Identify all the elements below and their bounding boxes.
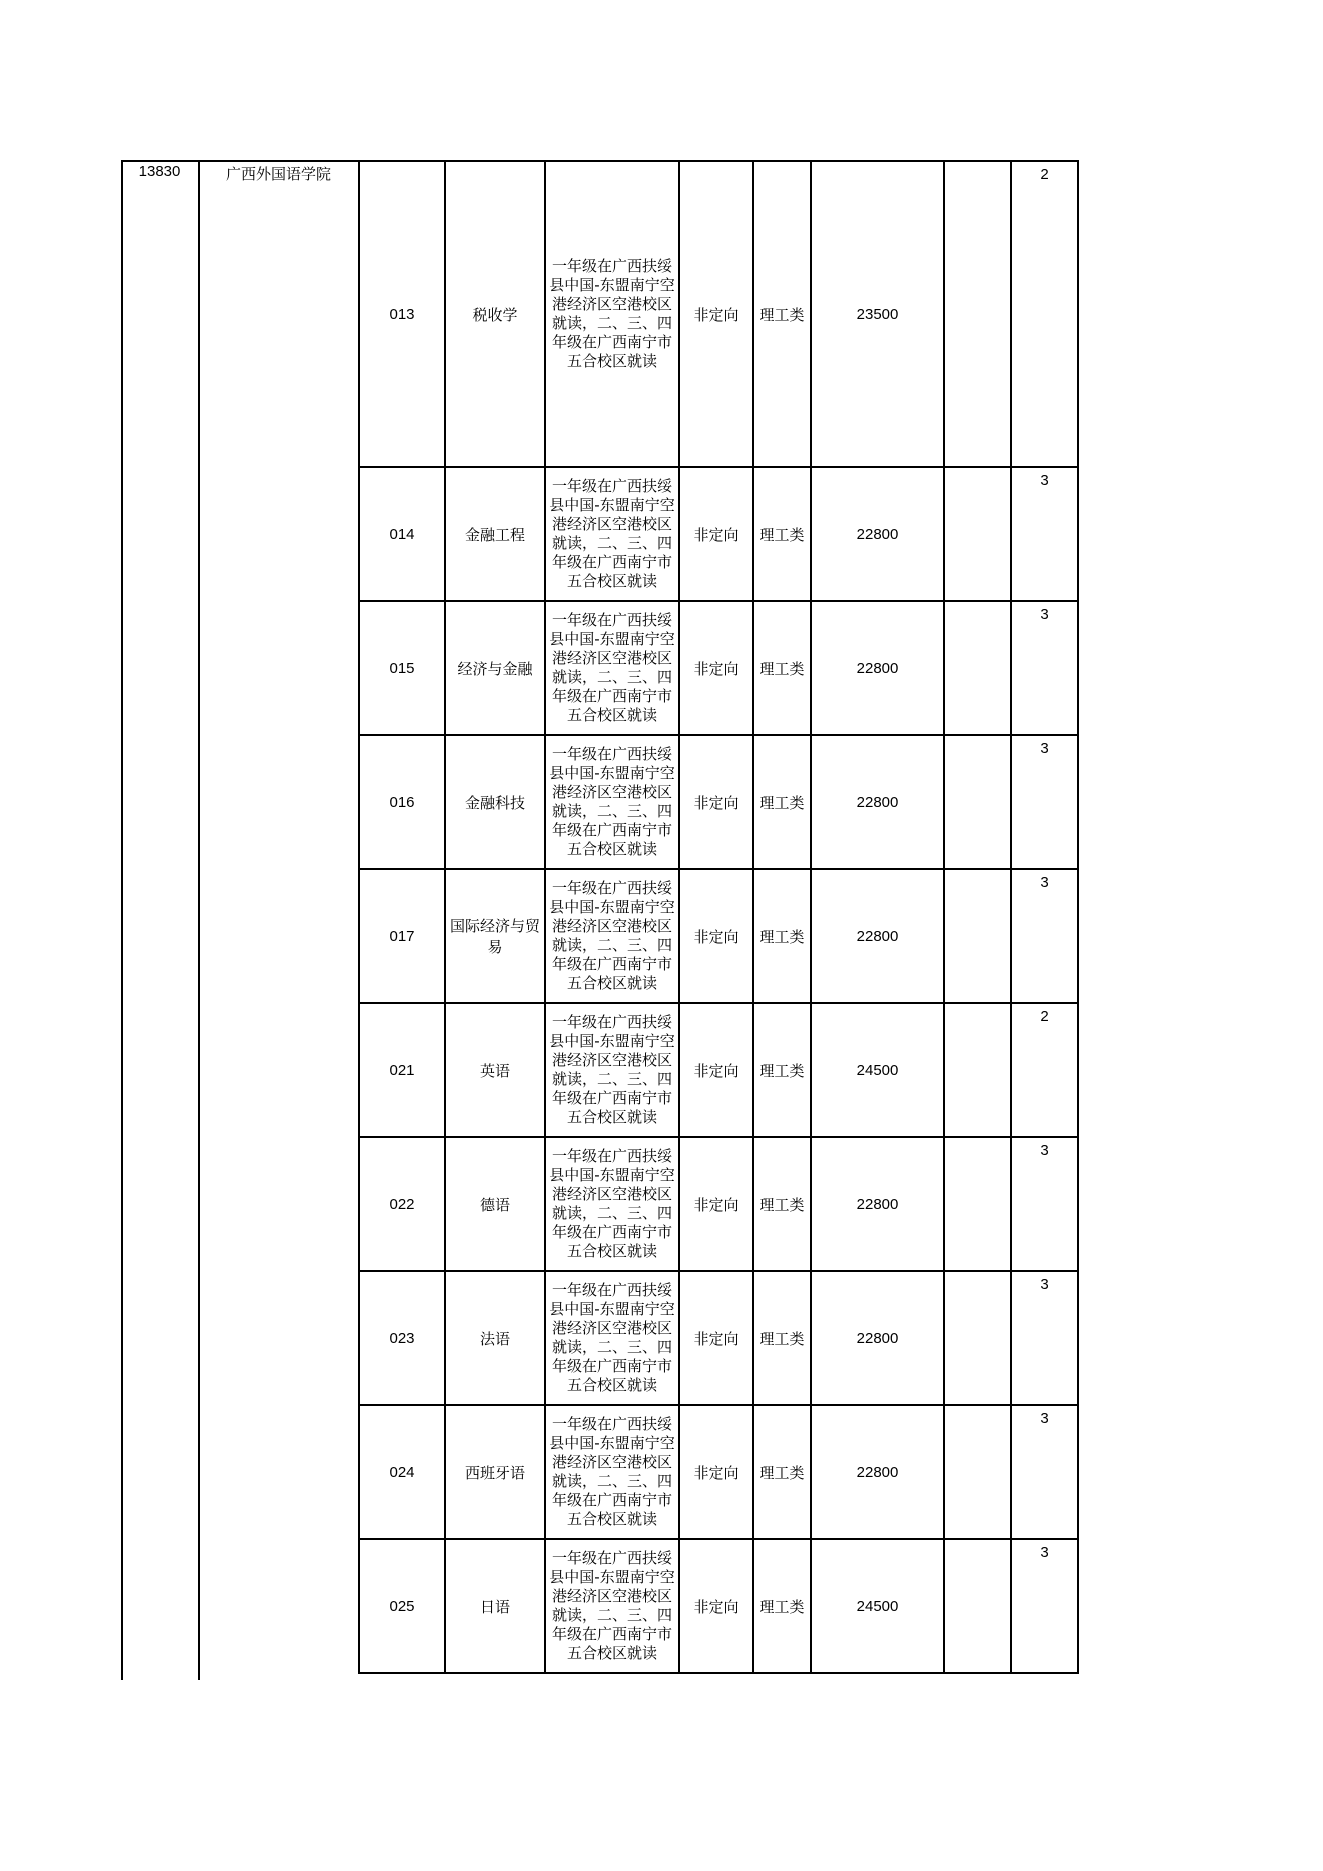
- enrollment-type: 非定向: [679, 1539, 753, 1673]
- plan-count: [1011, 1137, 1078, 1271]
- campus-note: 一年级在广西扶绥县中国-东盟南宁空港经济区空港校区就读，二、三、四年级在广西南宁市五合校区就读: [545, 161, 679, 467]
- tuition-fee: 22800: [811, 601, 944, 735]
- major-name: 国际经济与贸易: [445, 869, 545, 1003]
- major-code: 021: [359, 1003, 445, 1137]
- enrollment-type: 非定向: [679, 161, 753, 467]
- table-row: [359, 1539, 1078, 1673]
- plan-count: [1011, 869, 1078, 1003]
- plan-count: [1011, 467, 1078, 601]
- enrollment-type: 非定向: [679, 735, 753, 869]
- major-name: 法语: [445, 1271, 545, 1405]
- school-column-divider: [198, 160, 200, 1680]
- tuition-fee: 23500: [811, 161, 944, 467]
- tuition-fee: 22800: [811, 735, 944, 869]
- enrollment-type: 非定向: [679, 1405, 753, 1539]
- subject-category: 理工类: [753, 1003, 811, 1137]
- plan-count-value: 3: [1040, 1544, 1049, 1561]
- subject-category: 理工类: [753, 1405, 811, 1539]
- plan-count: [1011, 1003, 1078, 1137]
- blank-cell: [944, 1405, 1011, 1539]
- campus-note: 一年级在广西扶绥县中国-东盟南宁空港经济区空港校区就读，二、三、四年级在广西南宁市五合校区就读: [545, 467, 679, 601]
- subject-category: 理工类: [753, 161, 811, 467]
- blank-cell: [944, 1137, 1011, 1271]
- enrollment-type: 非定向: [679, 869, 753, 1003]
- plan-count-value: 3: [1040, 1410, 1049, 1427]
- table-row: [359, 1137, 1078, 1271]
- tuition-fee: 22800: [811, 1137, 944, 1271]
- major-code: 024: [359, 1405, 445, 1539]
- plan-count-value: 3: [1040, 472, 1049, 489]
- major-name: 英语: [445, 1003, 545, 1137]
- plan-count-value: 3: [1040, 740, 1049, 757]
- campus-note: 一年级在广西扶绥县中国-东盟南宁空港经济区空港校区就读，二、三、四年级在广西南宁市五合校区就读: [545, 1271, 679, 1405]
- table-row: [359, 1405, 1078, 1539]
- school-column-left-border: [121, 160, 123, 1680]
- plan-count: [1011, 1405, 1078, 1539]
- plan-count-value: 2: [1040, 1008, 1049, 1025]
- table-row: [359, 1003, 1078, 1137]
- blank-cell: [944, 601, 1011, 735]
- major-name: 西班牙语: [445, 1405, 545, 1539]
- campus-note: 一年级在广西扶绥县中国-东盟南宁空港经济区空港校区就读，二、三、四年级在广西南宁市五合校区就读: [545, 1003, 679, 1137]
- campus-note: 一年级在广西扶绥县中国-东盟南宁空港经济区空港校区就读，二、三、四年级在广西南宁市五合校区就读: [545, 1405, 679, 1539]
- campus-note: 一年级在广西扶绥县中国-东盟南宁空港经济区空港校区就读，二、三、四年级在广西南宁市五合校区就读: [545, 735, 679, 869]
- tuition-fee: 22800: [811, 1405, 944, 1539]
- blank-cell: [944, 1539, 1011, 1673]
- blank-cell: [944, 869, 1011, 1003]
- tuition-fee: 24500: [811, 1539, 944, 1673]
- plan-count: [1011, 1539, 1078, 1673]
- major-code: 025: [359, 1539, 445, 1673]
- enrollment-type: 非定向: [679, 1137, 753, 1271]
- table-row: [359, 601, 1078, 735]
- enrollment-type: 非定向: [679, 1271, 753, 1405]
- enrollment-type: 非定向: [679, 601, 753, 735]
- campus-note: 一年级在广西扶绥县中国-东盟南宁空港经济区空港校区就读，二、三、四年级在广西南宁市五合校区就读: [545, 601, 679, 735]
- school-column-top-border: [121, 160, 361, 162]
- major-code: 014: [359, 467, 445, 601]
- plan-count-value: 2: [1040, 166, 1049, 183]
- major-name: 金融工程: [445, 467, 545, 601]
- campus-note: 一年级在广西扶绥县中国-东盟南宁空港经济区空港校区就读，二、三、四年级在广西南宁市五合校区就读: [545, 1137, 679, 1271]
- blank-cell: [944, 467, 1011, 601]
- table-row: [359, 161, 1078, 467]
- majors-table: [358, 160, 1079, 1674]
- subject-category: 理工类: [753, 1137, 811, 1271]
- major-code: 016: [359, 735, 445, 869]
- campus-note: 一年级在广西扶绥县中国-东盟南宁空港经济区空港校区就读，二、三、四年级在广西南宁市五合校区就读: [545, 1539, 679, 1673]
- major-name: 日语: [445, 1539, 545, 1673]
- subject-category: 理工类: [753, 735, 811, 869]
- tuition-fee: 22800: [811, 869, 944, 1003]
- enrollment-type: 非定向: [679, 467, 753, 601]
- campus-note: 一年级在广西扶绥县中国-东盟南宁空港经济区空港校区就读，二、三、四年级在广西南宁市五合校区就读: [545, 869, 679, 1003]
- table-row: [359, 467, 1078, 601]
- major-code: 023: [359, 1271, 445, 1405]
- enrollment-type: 非定向: [679, 1003, 753, 1137]
- major-code: 022: [359, 1137, 445, 1271]
- plan-count-value: 3: [1040, 606, 1049, 623]
- tuition-fee: 24500: [811, 1003, 944, 1137]
- tuition-fee: 22800: [811, 467, 944, 601]
- plan-count: [1011, 161, 1078, 467]
- plan-count: [1011, 1271, 1078, 1405]
- blank-cell: [944, 1271, 1011, 1405]
- school-name: 广西外国语学院: [225, 165, 331, 183]
- plan-count-value: 3: [1040, 874, 1049, 891]
- table-row: [359, 869, 1078, 1003]
- subject-category: 理工类: [753, 869, 811, 1003]
- plan-count-value: 3: [1040, 1142, 1049, 1159]
- plan-count: [1011, 601, 1078, 735]
- blank-cell: [944, 161, 1011, 467]
- subject-category: 理工类: [753, 1539, 811, 1673]
- subject-category: 理工类: [753, 1271, 811, 1405]
- plan-count: [1011, 735, 1078, 869]
- tuition-fee: 22800: [811, 1271, 944, 1405]
- major-name: 经济与金融: [445, 601, 545, 735]
- subject-category: 理工类: [753, 467, 811, 601]
- major-name: 税收学: [445, 161, 545, 467]
- blank-cell: [944, 735, 1011, 869]
- major-name: 金融科技: [445, 735, 545, 869]
- table-row: [359, 1271, 1078, 1405]
- major-name: 德语: [445, 1137, 545, 1271]
- major-code: 015: [359, 601, 445, 735]
- major-code: 017: [359, 869, 445, 1003]
- major-code: 013: [359, 161, 445, 467]
- blank-cell: [944, 1003, 1011, 1137]
- table-row: [359, 735, 1078, 869]
- school-code: 13830: [138, 163, 181, 180]
- subject-category: 理工类: [753, 601, 811, 735]
- plan-count-value: 3: [1040, 1276, 1049, 1293]
